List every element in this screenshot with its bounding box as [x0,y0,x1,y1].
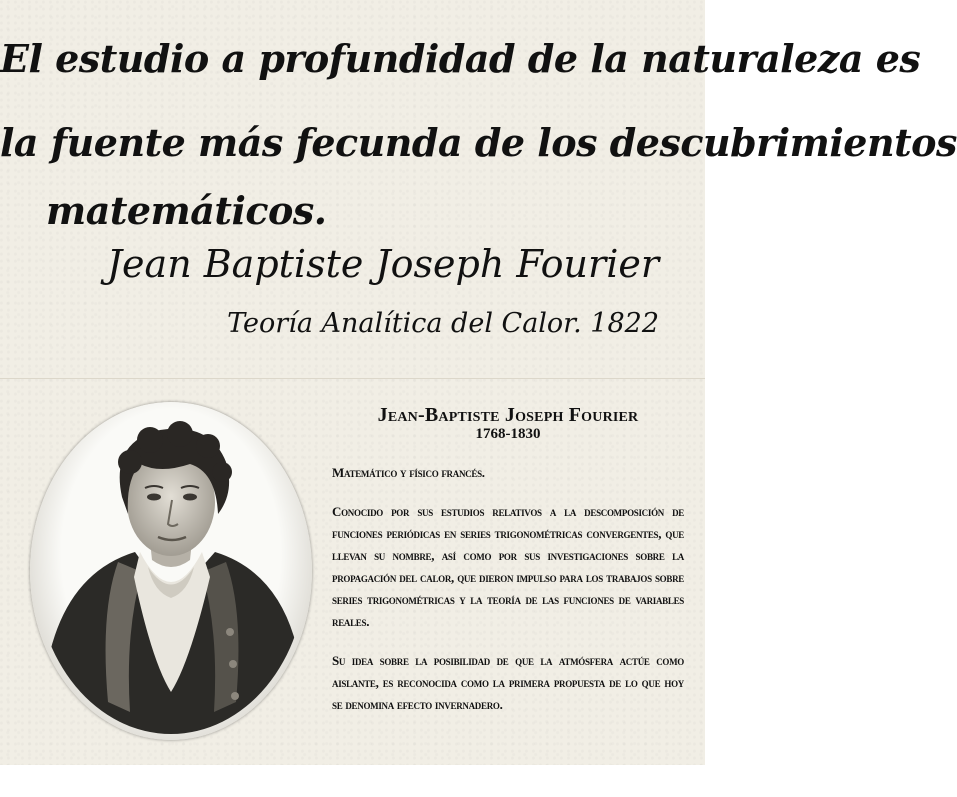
bio-name: Jean-Baptiste Joseph Fourier [377,404,639,426]
quote-panel [0,0,957,379]
quote-source: Teoría Analítica del Calor. 1822 [227,308,659,339]
quote-line-1: El estudio a profundidad de la naturaleza es [0,36,921,81]
quote-line-3: matemáticos. [46,188,327,233]
quote-line-2: la fuente más fecunda de los descubrimientos [0,120,957,165]
portrait-illustration [30,402,312,740]
bio-paragraph-3: Su idea sobre la posibilidad de que la atmósfera actúe como aislante, es reconocida como la primera propuesta de lo que hoy se denomina efecto invernadero. [332,653,684,712]
quote-author: Jean Baptiste Joseph Fourier [106,242,659,286]
bio-paragraph-2: Conocido por sus estudios relativos a la descomposición de funciones periódicas en series trigonométricas convergentes, que llevan su nombre, así como por sus investigaciones sobre la propagación del calor, que dieron impulso para los trabajos sobre series trigonométricas y la teoría de las funciones de variables reales. [332,504,684,629]
bio-section [332,404,684,716]
bio-paragraph-1: Matemático y físico francés. [332,465,485,480]
bio-years: 1768-1830 [475,426,541,442]
portrait-oval [30,402,312,740]
